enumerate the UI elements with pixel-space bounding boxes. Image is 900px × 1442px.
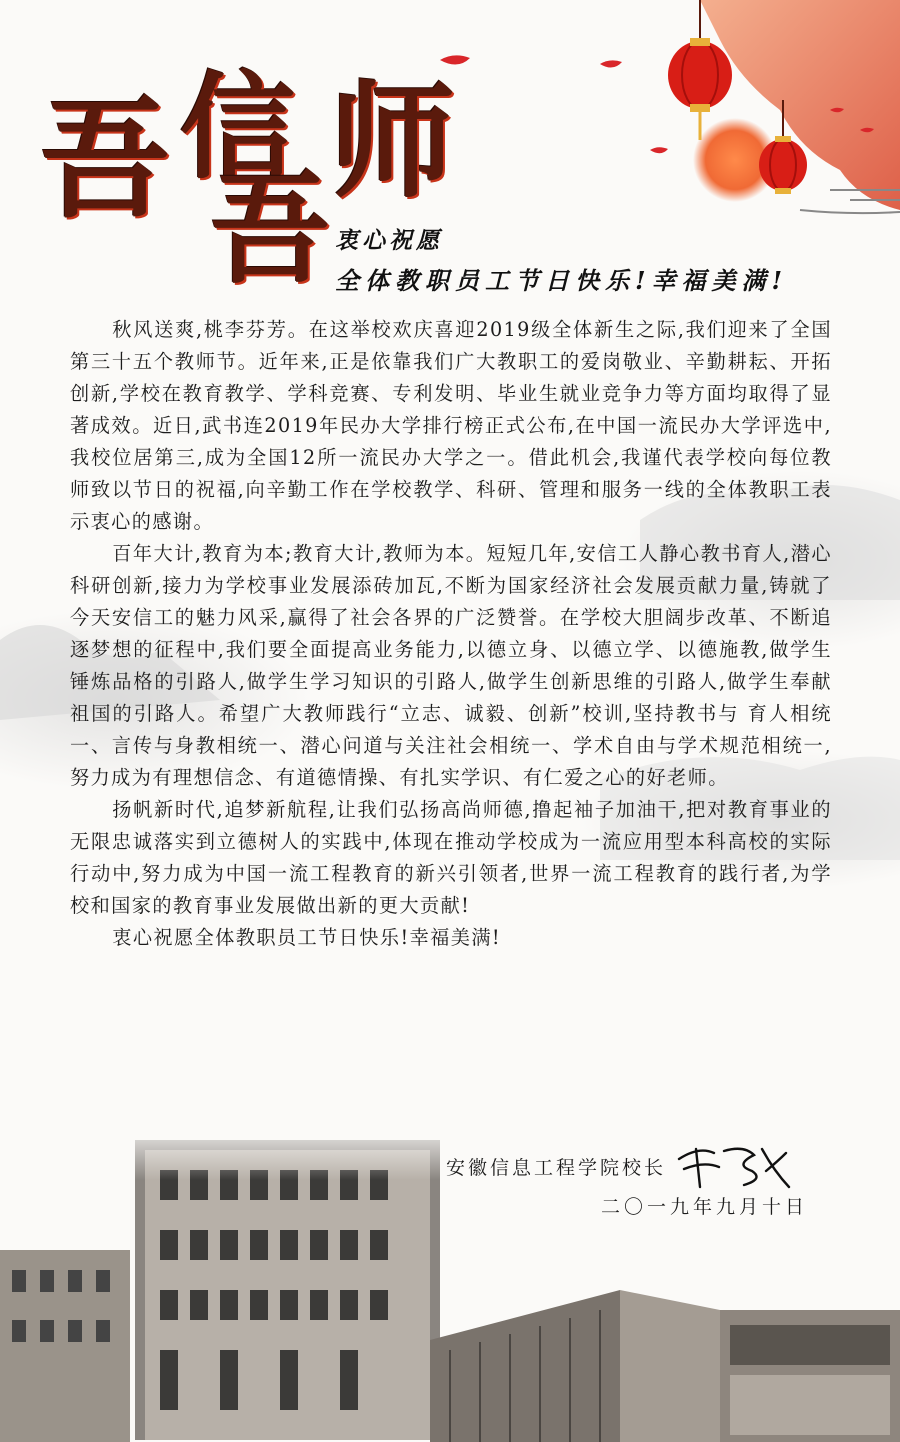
title-char-4: 师	[330, 69, 455, 215]
greeting-line-1: 衷心祝愿	[335, 227, 443, 254]
title-char-1: 吾	[40, 83, 171, 236]
signer-title: 安徽信息工程学院校长	[446, 1156, 667, 1179]
signature-block	[446, 1150, 846, 1218]
signature-icon	[674, 1141, 794, 1191]
title-char-2: 信	[180, 60, 296, 195]
letter-body	[70, 314, 832, 954]
letter-paragraph-2: 百年大计,教育为本;教育大计,教师为本。短短几年,安信工人静心教书育人,潜心科研创新,接力为学校事业发展添砖加瓦,不断为国家经济社会发展贡献力量,铸就了今天安信工的魅力风采,赢得了社会各界的广泛赞誉。在学校大胆阔步改革、不断追逐梦想的征程中,我们要全面提高业务能力,以德立身、以德立学、以德施教,做学生锤炼品格的引路人,做学生学习知识的引路人,做学生创新思维的引路人,做学生奉献祖国的引路人。希望广大教师践行“立志、诚毅、创新”校训,坚持教书与 育人相统一、言传与身教相统一、潜心问道与关注社会相统一、学术自由与学术规范相统一,努力成为有理想信念、有道德情操、有扎实学识、有仁爱之心的好老师。	[70, 542, 832, 789]
building-icon	[135, 1140, 440, 1440]
signature-date: 二〇一九年九月十日	[601, 1196, 809, 1218]
letter-paragraph-1: 秋风送爽,桃李芬芳。在这举校欢庆喜迎2019级全体新生之际,我们迎来了全国第三十五个教师节。近年来,正是依靠我们广大教职工的爱岗敬业、辛勤耕耘、开拓创新,学校在教育教学、学科竞赛、专利发明、毕业生就业竞争力等方面均取得了显著成效。近日,武书连2019年民办大学排行榜正式公布,在中国一流民办大学评选中,我校位居第三,成为全国12所一流民办大学之一。借此机会,我谨代表学校向每位教师致以节日的祝福,向辛勤工作在学校教学、科研、管理和服务一线的全体教职工表示衷心的感谢。	[70, 318, 832, 533]
letter-paragraph-4: 衷心祝愿全体教职员工节日快乐!幸福美满!	[112, 926, 502, 949]
greeting-line-2: 全体教职员工节日快乐!幸福美满!	[335, 266, 789, 295]
building-icon	[720, 1310, 900, 1442]
building-icon	[430, 1290, 720, 1442]
building-icon	[0, 1250, 130, 1442]
letter-paragraph-3: 扬帆新时代,追梦新航程,让我们弘扬高尚师德,撸起袖子加油干,把对教育事业的无限忠诚落实到立德树人的实践中,体现在推动学校成为一流应用型本科高校的实际行动中,努力成为中国一流工程教育的新兴引领者,世界一流工程教育的践行者,为学校和国家的教育事业发展做出新的更大贡献!	[70, 798, 832, 917]
title-char-3: 吾	[210, 159, 330, 300]
greeting-block	[335, 222, 788, 296]
